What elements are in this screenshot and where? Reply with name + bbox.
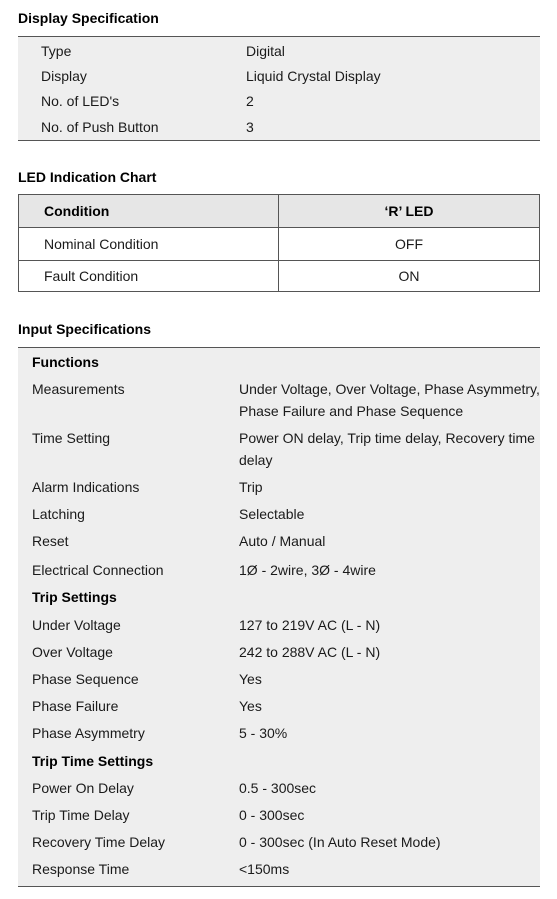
led-column-divider bbox=[278, 195, 279, 291]
value-reset: Auto / Manual bbox=[239, 533, 326, 549]
value-power-on-delay: 0.5 - 300sec bbox=[239, 780, 317, 796]
label-latching: Latching bbox=[32, 506, 85, 522]
led-chart-heading: LED Indication Chart bbox=[18, 169, 157, 185]
label-over-voltage: Over Voltage bbox=[32, 644, 113, 660]
value-measurements-line2: Phase Failure and Phase Sequence bbox=[239, 403, 464, 419]
trip-time-settings-title: Trip Time Settings bbox=[32, 753, 154, 769]
label-phase-asymmetry: Phase Asymmetry bbox=[32, 725, 145, 741]
display-spec-bottom-rule bbox=[18, 140, 540, 141]
label-power-on-delay: Power On Delay bbox=[32, 780, 134, 796]
label-recovery-time-delay: Recovery Time Delay bbox=[32, 834, 166, 850]
spec-value-leds: 2 bbox=[246, 93, 254, 109]
label-reset: Reset bbox=[32, 533, 69, 549]
label-phase-sequence: Phase Sequence bbox=[32, 671, 139, 687]
led-state-fault: ON bbox=[398, 268, 420, 284]
label-electrical-connection: Electrical Connection bbox=[32, 562, 164, 578]
value-trip-time-delay: 0 - 300sec bbox=[239, 807, 305, 823]
led-col-r-led: ‘R’ LED bbox=[384, 203, 434, 219]
functions-title: Functions bbox=[32, 354, 99, 370]
led-chart-table bbox=[18, 194, 540, 292]
spec-value-type: Digital bbox=[246, 43, 285, 59]
spec-value-display: Liquid Crystal Display bbox=[246, 68, 381, 84]
table-row bbox=[19, 228, 539, 260]
label-time-setting: Time Setting bbox=[32, 430, 111, 446]
value-electrical-connection: 1Ø - 2wire, 3Ø - 4wire bbox=[239, 562, 376, 578]
label-trip-time-delay: Trip Time Delay bbox=[32, 807, 130, 823]
spec-value-push-buttons: 3 bbox=[246, 119, 254, 135]
spec-label-type: Type bbox=[41, 43, 72, 59]
input-spec-bottom-rule bbox=[18, 886, 540, 887]
led-condition-fault: Fault Condition bbox=[44, 268, 139, 284]
value-latching: Selectable bbox=[239, 506, 305, 522]
led-condition-nominal: Nominal Condition bbox=[44, 236, 159, 252]
input-spec-heading: Input Specifications bbox=[18, 321, 152, 337]
value-phase-sequence: Yes bbox=[239, 671, 262, 687]
value-response-time: <150ms bbox=[239, 861, 290, 877]
table-row bbox=[19, 260, 539, 292]
value-measurements-line1: Under Voltage, Over Voltage, Phase Asymmetry, bbox=[239, 381, 540, 397]
value-alarm-indications: Trip bbox=[239, 479, 263, 495]
value-phase-failure: Yes bbox=[239, 698, 262, 714]
trip-settings-title: Trip Settings bbox=[32, 589, 117, 605]
led-chart-header-row bbox=[19, 195, 539, 227]
value-under-voltage: 127 to 219V AC (L - N) bbox=[239, 617, 381, 633]
value-time-setting-line2: delay bbox=[239, 452, 273, 468]
label-alarm-indications: Alarm Indications bbox=[32, 479, 140, 495]
label-response-time: Response Time bbox=[32, 861, 130, 877]
value-time-setting-line1: Power ON delay, Trip time delay, Recovery time bbox=[239, 430, 535, 446]
spec-label-push-buttons: No. of Push Button bbox=[41, 119, 159, 135]
label-measurements: Measurements bbox=[32, 381, 125, 397]
value-over-voltage: 242 to 288V AC (L - N) bbox=[239, 644, 381, 660]
led-col-condition: Condition bbox=[44, 203, 110, 219]
spec-label-leds: No. of LED's bbox=[41, 93, 120, 109]
value-phase-asymmetry: 5 - 30% bbox=[239, 725, 288, 741]
led-state-nominal: OFF bbox=[395, 236, 423, 252]
spec-label-display: Display bbox=[41, 68, 87, 84]
label-under-voltage: Under Voltage bbox=[32, 617, 121, 633]
display-spec-heading: Display Specification bbox=[18, 10, 159, 26]
value-recovery-time-delay: 0 - 300sec (In Auto Reset Mode) bbox=[239, 834, 441, 850]
label-phase-failure: Phase Failure bbox=[32, 698, 119, 714]
